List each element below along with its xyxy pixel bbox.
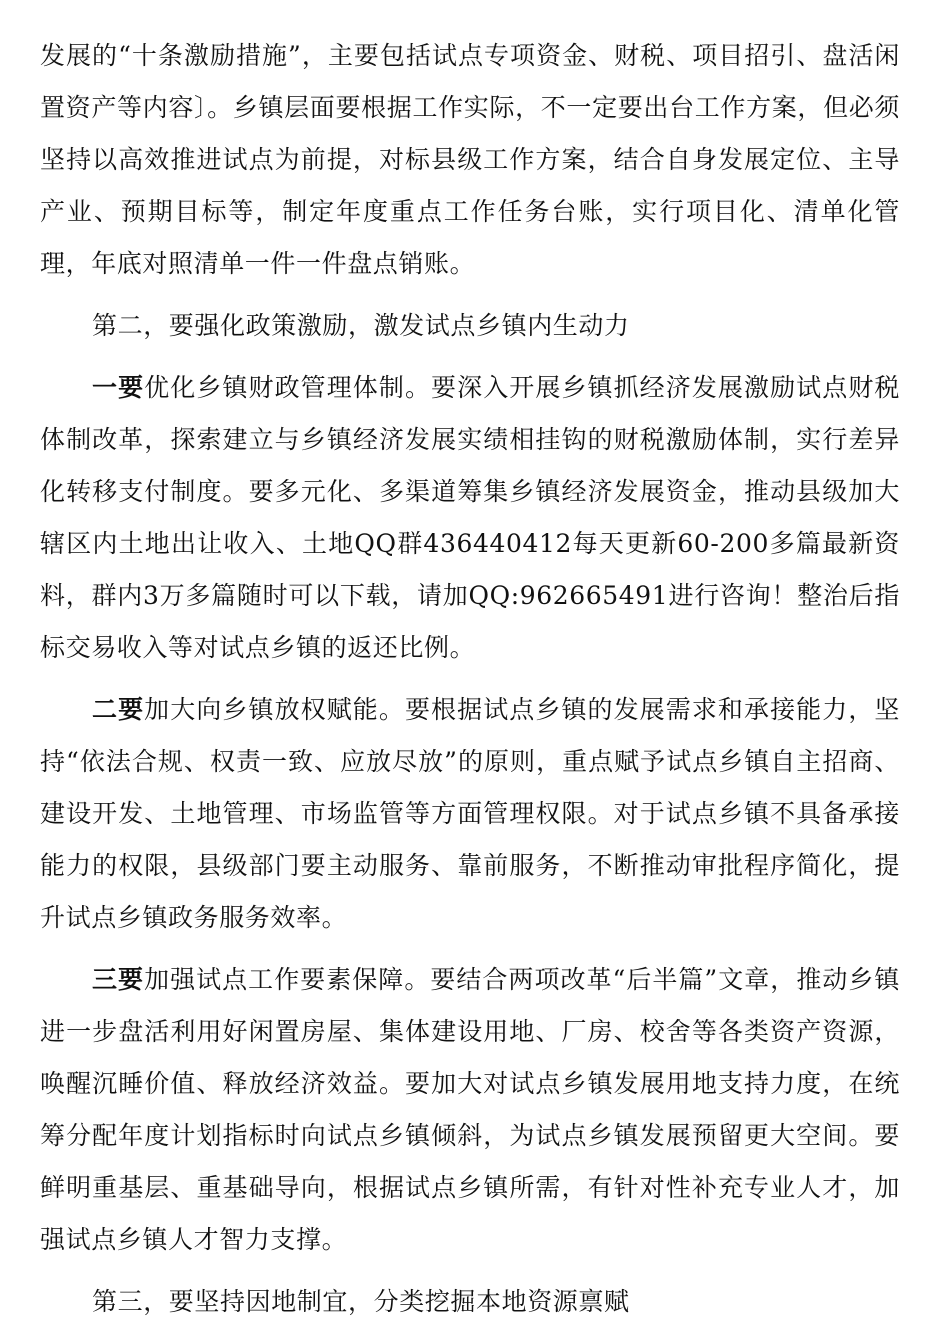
paragraph-text: 加强试点工作要素保障。要结合两项改革“后半篇”文章，推动乡镇进一步盘活利用好闲置房屋、集体建设用地、厂房、校舍等各类资产资源，唤醒沉睡价值、释放经济效益。要加大对试点乡镇发展用地支持力度，在统筹分配年度计划指标时向试点乡镇倾斜，为试点乡镇发展预留更大空间。要鲜明重基层、重基础导向，根据试点乡镇所需，有针对性补充专业人才，加强试点乡镇人才智力支撑。 (40, 965, 900, 1254)
paragraph-lead: 三要 (92, 965, 145, 994)
paragraph-text: 加大向乡镇放权赋能。要根据试点乡镇的发展需求和承接能力，坚持“依法合规、权责一致、应放尽放”的原则，重点赋予试点乡镇自主招商、建设开发、土地管理、市场监管等方面管理权限。对于试点乡镇不具备承接能力的权限，县级部门要主动服务、靠前服务，不断推动审批程序简化，提升试点乡镇政务服务效率。 (40, 695, 901, 932)
heading-text: 第三，要坚持因地制宜，分类挖掘本地资源禀赋 (92, 1287, 630, 1316)
paragraph-second-measure (40, 684, 900, 944)
paragraph-continued (40, 30, 900, 290)
paragraph-text: 优化乡镇财政管理体制。要深入开展乡镇抓经济发展激励试点财税体制改革，探索建立与乡镇经济发展实绩相挂钩的财税激励体制，实行差异化转移支付制度。要多元化、多渠道筹集乡镇经济发展资金，推动县级加大辖区内土地出让收入、土地QQ群436440412每天更新60-200多篇最新资料，群内3万多篇随时可以下载，请加QQ:962665491进行咨询！整治后指标交易收入等对试点乡镇的返还比例。 (40, 373, 901, 662)
section-heading-second (40, 300, 900, 352)
paragraph-lead: 二要 (92, 695, 145, 724)
paragraph-lead: 一要 (92, 373, 145, 402)
paragraph-third-measure (40, 954, 900, 1266)
paragraph-text: 发展的“十条激励措施”，主要包括试点专项资金、财税、项目招引、盘活闲置资产等内容〕。乡镇层面要根据工作实际，不一定要出台工作方案，但必须坚持以高效推进试点为前提，对标县级工作方案，结合自身发展定位、主导产业、预期目标等，制定年度重点工作任务台账，实行项目化、清单化管理，年底对照清单一件一件盘点销账。 (40, 41, 900, 278)
paragraph-first-measure (40, 362, 900, 674)
heading-text: 第二，要强化政策激励，激发试点乡镇内生动力 (92, 311, 630, 340)
section-heading-third (40, 1276, 900, 1328)
document-page (40, 30, 900, 1328)
